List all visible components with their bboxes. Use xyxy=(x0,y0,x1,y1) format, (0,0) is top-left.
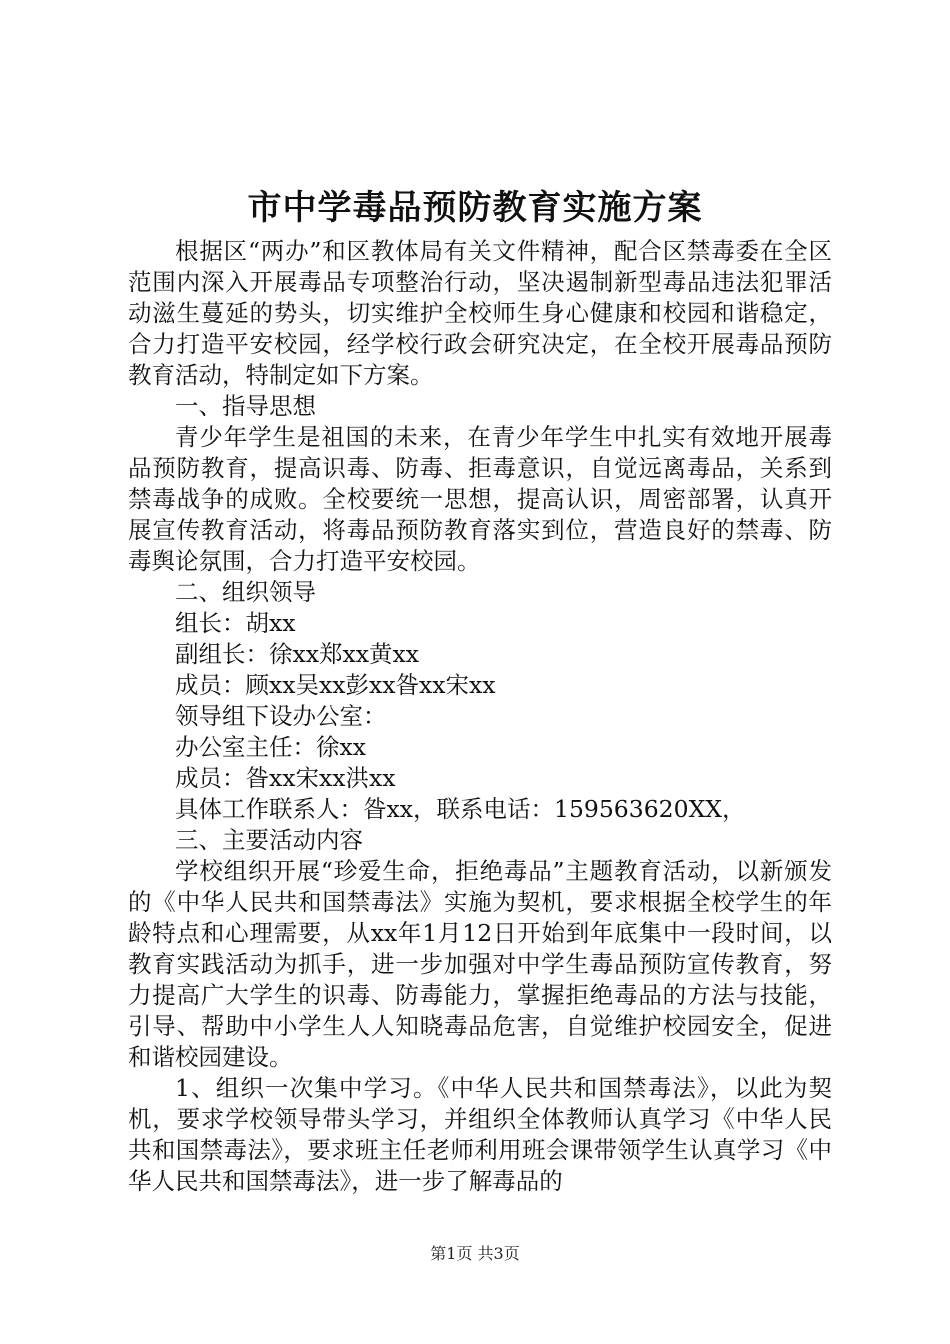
intro-paragraph: 根据区“两办”和区教体局有关文件精神，配合区禁毒委在全区范围内深入开展毒品专项整治行动，坚决遏制新型毒品违法犯罪活动滋生蔓延的势头，切实维护全校师生身心健康和校园和谐稳定，合力打造平安校园，经学校行政会研究决定，在全校开展毒品预防教育活动，特制定如下方案。 xyxy=(128,237,832,389)
document-title: 市中学毒品预防教育实施方案 xyxy=(247,188,703,228)
contact-line: 具体工作联系人：昝xx，联系电话：159563620XX， xyxy=(175,795,746,823)
office-members-line: 成员：昝xx宋xx洪xx xyxy=(175,764,396,792)
document-body xyxy=(128,236,832,1197)
section-heading-activities: 三、主要活动内容 xyxy=(175,826,363,854)
activity-item-1: 1、组织一次集中学习。《中华人民共和国禁毒法》，以此为契机，要求学校领导带头学习，并组织全体教师认真学习《中华人民共和国禁毒法》，要求班主任老师利用班会课带领学生认真学习《中华人民共和国禁毒法》，进一步了解毒品的 xyxy=(128,1074,832,1195)
members-line: 成员：顾xx吴xx彭xx昝xx宋xx xyxy=(175,671,496,699)
office-director-line: 办公室主任：徐xx xyxy=(175,733,367,761)
activities-paragraph: 学校组织开展“珍爱生命，拒绝毒品”主题教育活动，以新颁发的《中华人民共和国禁毒法》实施为契机，要求根据全校学生的年龄特点和心理需要，从xx年1月12日开始到年底集中一段时间，以教育实践活动为抓手，进一步加强对中学生毒品预防宣传教育，努力提高广大学生的识毒、防毒能力，掌握拒绝毒品的方法与技能，引导、帮助中小学生人人知晓毒品危害，自觉维护校园安全，促进和谐校园建设。 xyxy=(128,857,832,1071)
guiding-ideology-paragraph: 青少年学生是祖国的未来，在青少年学生中扎实有效地开展毒品预防教育，提高识毒、防毒、拒毒意识，自觉远离毒品，关系到禁毒战争的成败。全校要统一思想，提高认识，周密部署，认真开展宣传教育活动，将毒品预防教育落实到位，营造良好的禁毒、防毒舆论氛围，合力打造平安校园。 xyxy=(128,423,832,575)
group-leader-line: 组长：胡xx xyxy=(175,609,296,637)
section-heading-guiding-ideology: 一、指导思想 xyxy=(175,392,316,420)
deputy-leader-line: 副组长：徐xx郑xx黄xx xyxy=(175,640,420,668)
page-footer: 第1页 共3页 xyxy=(430,1244,520,1263)
office-setup-line: 领导组下设办公室： xyxy=(175,702,387,730)
section-heading-organization: 二、组织领导 xyxy=(175,578,316,606)
